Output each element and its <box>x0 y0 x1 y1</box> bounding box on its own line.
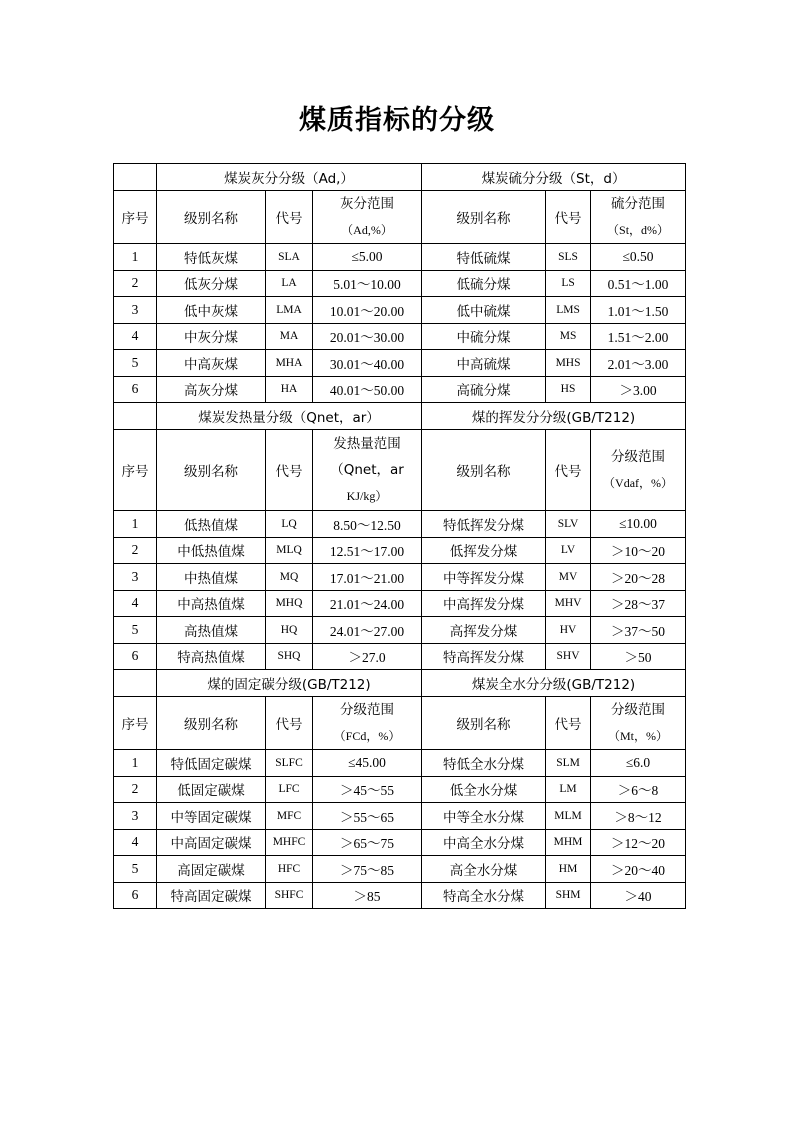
grade-name-cell: 特低硫煤 <box>422 244 546 271</box>
section-title-right: 煤的挥发分分级(GB/T212) <box>422 403 686 430</box>
code-cell: LA <box>266 270 313 297</box>
code-cell: MHA <box>266 350 313 377</box>
grade-name-cell: 中高挥发分煤 <box>422 590 546 617</box>
code-cell: MHQ <box>266 590 313 617</box>
range-cell: ≤45.00 <box>313 750 422 777</box>
range-header-line: 分级范围 <box>611 702 666 718</box>
page-title: 煤质指标的分级 <box>299 105 495 136</box>
empty-corner-cell <box>114 670 157 697</box>
grade-name-cell: 低中硫煤 <box>422 297 546 324</box>
code-cell: LMA <box>266 297 313 324</box>
seq-header: 序号 <box>114 430 157 511</box>
table-row <box>114 350 686 377</box>
code-cell: SHV <box>546 643 591 670</box>
grade-name-cell: 高灰分煤 <box>157 376 266 403</box>
table-row <box>114 511 686 538</box>
range-cell: ≤0.50 <box>591 244 686 271</box>
range-cell: 1.01～1.50 <box>591 297 686 324</box>
range-header <box>591 697 686 750</box>
range-cell: ＞8～12 <box>591 803 686 830</box>
grade-name-cell: 特低灰煤 <box>157 244 266 271</box>
code-cell: SLA <box>266 244 313 271</box>
range-cell: 12.51～17.00 <box>313 537 422 564</box>
grade-name-cell: 特高热值煤 <box>157 643 266 670</box>
range-header-line: 硫分范围 <box>611 196 666 212</box>
table-row <box>114 564 686 591</box>
seq-cell: 3 <box>114 297 157 324</box>
name-header: 级别名称 <box>157 191 266 244</box>
table-row <box>114 643 686 670</box>
code-header: 代号 <box>546 697 591 750</box>
grade-name-cell: 低全水分煤 <box>422 776 546 803</box>
grade-name-cell: 中灰分煤 <box>157 323 266 350</box>
grade-name-cell: 中等固定碳煤 <box>157 803 266 830</box>
range-cell: 8.50～12.50 <box>313 511 422 538</box>
grade-name-cell: 中等全水分煤 <box>422 803 546 830</box>
column-header-row <box>114 697 686 750</box>
range-cell: 0.51～1.00 <box>591 270 686 297</box>
table-row <box>114 376 686 403</box>
grade-name-cell: 中硫分煤 <box>422 323 546 350</box>
range-header-line: 分级范围 <box>611 449 666 465</box>
section-title-left: 煤的固定碳分级(GB/T212) <box>157 670 422 697</box>
section-title-right: 煤炭硫分分级（St，d） <box>422 164 686 191</box>
code-cell: HS <box>546 376 591 403</box>
code-cell: HQ <box>266 617 313 644</box>
code-header: 代号 <box>546 191 591 244</box>
code-header: 代号 <box>266 430 313 511</box>
code-cell: LMS <box>546 297 591 324</box>
range-cell: 17.01～21.00 <box>313 564 422 591</box>
code-cell: MHV <box>546 590 591 617</box>
table-row <box>114 856 686 883</box>
code-cell: SLM <box>546 750 591 777</box>
code-cell: LV <box>546 537 591 564</box>
name-header: 级别名称 <box>157 430 266 511</box>
range-cell: 5.01～10.00 <box>313 270 422 297</box>
column-header-row <box>114 430 686 511</box>
range-header-unit: （Vdaf，%） <box>603 476 674 490</box>
range-header <box>313 191 422 244</box>
range-cell: ＞50 <box>591 643 686 670</box>
range-cell: ＞55～65 <box>313 803 422 830</box>
code-cell: HM <box>546 856 591 883</box>
table-row <box>114 829 686 856</box>
empty-corner-cell <box>114 164 157 191</box>
code-cell: HA <box>266 376 313 403</box>
grade-name-cell: 低固定碳煤 <box>157 776 266 803</box>
grade-name-cell: 中高灰煤 <box>157 350 266 377</box>
range-header <box>313 697 422 750</box>
seq-cell: 1 <box>114 244 157 271</box>
grade-name-cell: 低硫分煤 <box>422 270 546 297</box>
range-header-unit: （FCd，%） <box>333 729 401 743</box>
range-cell: ≤5.00 <box>313 244 422 271</box>
table-row <box>114 297 686 324</box>
range-cell: 30.01～40.00 <box>313 350 422 377</box>
table-row <box>114 270 686 297</box>
grade-name-cell: 中热值煤 <box>157 564 266 591</box>
seq-cell: 6 <box>114 643 157 670</box>
code-cell: LQ <box>266 511 313 538</box>
grade-name-cell: 高挥发分煤 <box>422 617 546 644</box>
grade-name-cell: 特高固定碳煤 <box>157 882 266 909</box>
grade-name-cell: 中低热值煤 <box>157 537 266 564</box>
section-title-left: 煤炭灰分分级（Ad,） <box>157 164 422 191</box>
grade-name-cell: 特高全水分煤 <box>422 882 546 909</box>
grade-name-cell: 特低固定碳煤 <box>157 750 266 777</box>
range-cell: ＞6～8 <box>591 776 686 803</box>
code-cell: SLFC <box>266 750 313 777</box>
seq-cell: 2 <box>114 270 157 297</box>
table-row <box>114 750 686 777</box>
range-header-unit: KJ/kg） <box>346 489 388 503</box>
seq-cell: 5 <box>114 350 157 377</box>
grade-name-cell: 特高挥发分煤 <box>422 643 546 670</box>
grade-name-cell: 高固定碳煤 <box>157 856 266 883</box>
range-cell: 20.01～30.00 <box>313 323 422 350</box>
code-cell: MFC <box>266 803 313 830</box>
section-title-row <box>114 403 686 430</box>
range-cell: 21.01～24.00 <box>313 590 422 617</box>
grade-name-cell: 中等挥发分煤 <box>422 564 546 591</box>
range-header-unit: （Mt，%） <box>608 729 669 743</box>
range-cell: 1.51～2.00 <box>591 323 686 350</box>
seq-cell: 3 <box>114 803 157 830</box>
code-cell: SHM <box>546 882 591 909</box>
seq-cell: 5 <box>114 617 157 644</box>
column-header-row <box>114 191 686 244</box>
empty-corner-cell <box>114 403 157 430</box>
code-cell: LM <box>546 776 591 803</box>
grade-name-cell: 特低挥发分煤 <box>422 511 546 538</box>
code-cell: MHM <box>546 829 591 856</box>
code-cell: HFC <box>266 856 313 883</box>
name-header: 级别名称 <box>422 697 546 750</box>
grade-name-cell: 低热值煤 <box>157 511 266 538</box>
seq-cell: 6 <box>114 376 157 403</box>
grade-name-cell: 中高热值煤 <box>157 590 266 617</box>
seq-cell: 3 <box>114 564 157 591</box>
table-row <box>114 323 686 350</box>
code-cell: LS <box>546 270 591 297</box>
table-row <box>114 803 686 830</box>
range-cell: ＞12～20 <box>591 829 686 856</box>
table-row <box>114 590 686 617</box>
section-title-row <box>114 670 686 697</box>
range-cell: ＞65～75 <box>313 829 422 856</box>
range-cell: 40.01～50.00 <box>313 376 422 403</box>
range-header-line: 发热量范围 <box>333 436 401 452</box>
code-cell: MHS <box>546 350 591 377</box>
seq-cell: 4 <box>114 323 157 350</box>
table-row <box>114 537 686 564</box>
code-cell: MLM <box>546 803 591 830</box>
table-body <box>114 164 686 909</box>
code-cell: MA <box>266 323 313 350</box>
grade-name-cell: 低挥发分煤 <box>422 537 546 564</box>
code-cell: SHQ <box>266 643 313 670</box>
grade-name-cell: 中高全水分煤 <box>422 829 546 856</box>
range-header <box>591 430 686 511</box>
coal-quality-table <box>113 163 686 909</box>
range-cell: ＞20～40 <box>591 856 686 883</box>
code-header: 代号 <box>266 697 313 750</box>
seq-cell: 4 <box>114 590 157 617</box>
range-cell: ＞10～20 <box>591 537 686 564</box>
range-cell: ＞3.00 <box>591 376 686 403</box>
range-header-unit: （Ad,%） <box>341 223 393 237</box>
range-cell: 2.01～3.00 <box>591 350 686 377</box>
seq-cell: 6 <box>114 882 157 909</box>
range-cell: ＞45～55 <box>313 776 422 803</box>
range-cell: 10.01～20.00 <box>313 297 422 324</box>
code-header: 代号 <box>546 430 591 511</box>
name-header: 级别名称 <box>422 191 546 244</box>
range-header-line: （Qnet，ar <box>330 462 404 478</box>
seq-cell: 2 <box>114 776 157 803</box>
range-cell: ＞40 <box>591 882 686 909</box>
range-cell: ＞85 <box>313 882 422 909</box>
table-row <box>114 882 686 909</box>
section-title-row <box>114 164 686 191</box>
section-title-left: 煤炭发热量分级（Qnet，ar） <box>157 403 422 430</box>
code-header: 代号 <box>266 191 313 244</box>
name-header: 级别名称 <box>422 430 546 511</box>
range-cell: 24.01～27.00 <box>313 617 422 644</box>
range-cell: ＞28～37 <box>591 590 686 617</box>
grade-name-cell: 高热值煤 <box>157 617 266 644</box>
code-cell: SLS <box>546 244 591 271</box>
range-header-line: 分级范围 <box>340 702 395 718</box>
grade-name-cell: 低中灰煤 <box>157 297 266 324</box>
code-cell: SLV <box>546 511 591 538</box>
seq-cell: 1 <box>114 511 157 538</box>
range-cell: ＞20～28 <box>591 564 686 591</box>
range-cell: ≤10.00 <box>591 511 686 538</box>
code-cell: MQ <box>266 564 313 591</box>
seq-cell: 2 <box>114 537 157 564</box>
code-cell: MS <box>546 323 591 350</box>
seq-cell: 5 <box>114 856 157 883</box>
table-row <box>114 244 686 271</box>
seq-cell: 4 <box>114 829 157 856</box>
grade-name-cell: 低灰分煤 <box>157 270 266 297</box>
seq-header: 序号 <box>114 191 157 244</box>
code-cell: SHFC <box>266 882 313 909</box>
code-cell: HV <box>546 617 591 644</box>
range-cell: ＞75～85 <box>313 856 422 883</box>
range-cell: ＞37～50 <box>591 617 686 644</box>
code-cell: MHFC <box>266 829 313 856</box>
range-header-unit: （St，d%） <box>607 223 670 237</box>
seq-header: 序号 <box>114 697 157 750</box>
grade-name-cell: 中高硫煤 <box>422 350 546 377</box>
range-cell: ＞27.0 <box>313 643 422 670</box>
range-header <box>313 430 422 511</box>
table-row <box>114 617 686 644</box>
code-cell: LFC <box>266 776 313 803</box>
grade-name-cell: 高全水分煤 <box>422 856 546 883</box>
range-header-line: 灰分范围 <box>340 196 395 212</box>
seq-cell: 1 <box>114 750 157 777</box>
name-header: 级别名称 <box>157 697 266 750</box>
grade-name-cell: 高硫分煤 <box>422 376 546 403</box>
grade-name-cell: 特低全水分煤 <box>422 750 546 777</box>
range-header <box>591 191 686 244</box>
table-row <box>114 776 686 803</box>
range-cell: ≤6.0 <box>591 750 686 777</box>
code-cell: MLQ <box>266 537 313 564</box>
grade-name-cell: 中高固定碳煤 <box>157 829 266 856</box>
section-title-right: 煤炭全水分分级(GB/T212) <box>422 670 686 697</box>
code-cell: MV <box>546 564 591 591</box>
